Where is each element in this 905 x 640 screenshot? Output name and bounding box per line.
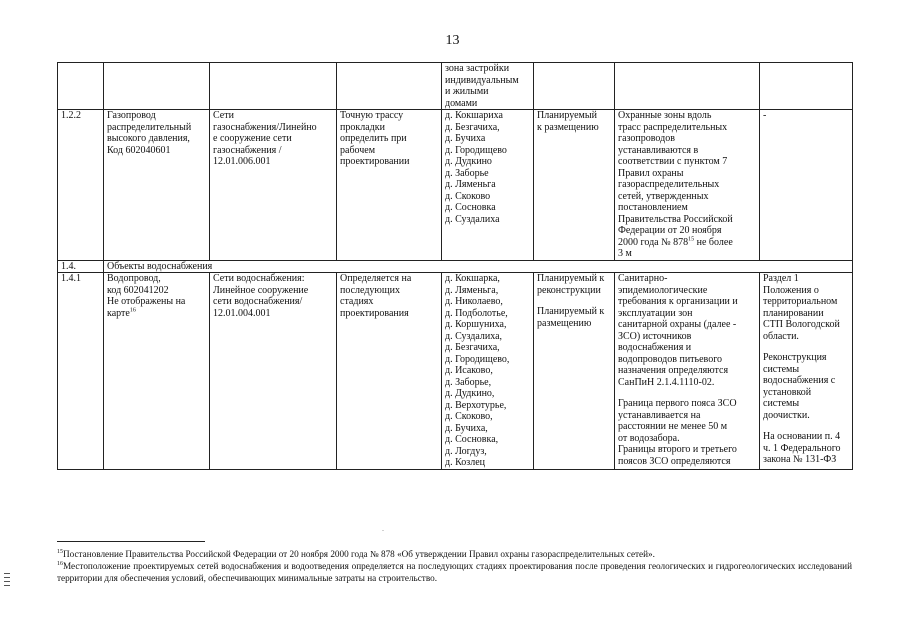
text-line: сетей, утвержденных bbox=[618, 190, 709, 202]
text-line: территориальном bbox=[763, 296, 838, 307]
text-line: Охранные зоны вдоль bbox=[618, 110, 712, 121]
footnote-ref-15: 15 bbox=[688, 236, 695, 243]
text-line: СанПиН 2.1.4.1110-02. bbox=[618, 376, 715, 388]
text-line: д. Сосновка, bbox=[445, 434, 499, 445]
text-line: индивидуальным bbox=[445, 74, 519, 86]
text-line: д. Скоково bbox=[445, 190, 491, 202]
text-line: расстоянии не менее 50 м bbox=[618, 421, 728, 432]
text-line: На основании п. 4 bbox=[763, 431, 841, 442]
text-line: от водозабора. bbox=[618, 432, 680, 444]
section-number: 1.4. bbox=[58, 260, 104, 273]
text-line: поясов ЗСО определяются bbox=[618, 455, 731, 467]
text-line: установкой bbox=[763, 386, 812, 398]
text-line: соответствии с пунктом 7 bbox=[618, 156, 728, 167]
row-number: 1.2.2 bbox=[58, 110, 104, 261]
text-line: д. Скоково, bbox=[445, 411, 493, 422]
zones-cell bbox=[615, 273, 760, 470]
footnote-separator bbox=[57, 541, 205, 542]
footnote-15: $^{15}$Постановление Правительства Российской Федерации от 20 ноября 2000 года № 878 «Об утверждении Правил охраны газораспределительных сетей». bbox=[57, 548, 655, 559]
text-line: последующих bbox=[340, 284, 400, 296]
text-line: Санитарно- bbox=[618, 273, 668, 284]
text-line: д. Ляменьга bbox=[445, 179, 496, 190]
text-line: д. Суздалиха bbox=[445, 213, 500, 225]
text-line: СТП Вологодской bbox=[763, 319, 840, 330]
planning-table bbox=[57, 62, 853, 470]
text-line: водоснабжения и bbox=[618, 342, 692, 353]
footnote-16: $^{16}$Местоположение проектируемых сетей водоснабжения и водоотведения определяется на последующих стадиях проектирования после проведения геологических и гидрогеологических исследований территории для обеспечения условий, обеспечивающих минимальные затраты на строительство. bbox=[57, 560, 852, 583]
location-cell bbox=[337, 273, 442, 470]
object-name-cell: Водопровод, код 602041202 Не отображены на карте$^{16}$ bbox=[104, 273, 210, 470]
text-line: Планируемый bbox=[537, 110, 597, 121]
settlements-cell bbox=[442, 273, 534, 470]
text-line: д. Коршуниха, bbox=[445, 319, 507, 330]
page-number: 13 bbox=[445, 33, 460, 48]
notes-cell: - bbox=[760, 110, 853, 261]
text-line: д. Исаково, bbox=[445, 365, 493, 376]
text-line: системы bbox=[763, 398, 800, 409]
text-line: Код 602040601 bbox=[107, 144, 171, 156]
notes-cell bbox=[760, 273, 853, 470]
text-line: Граница первого пояса ЗСО bbox=[618, 398, 737, 409]
text-line: Линейное сооружение bbox=[213, 284, 309, 296]
text-line: Точную трассу bbox=[340, 110, 404, 121]
text-line: ч. 1 Федерального bbox=[763, 442, 841, 454]
text-line: доочистки. bbox=[763, 409, 810, 421]
section-header-row bbox=[58, 260, 853, 273]
text-line: проектировании bbox=[340, 156, 410, 167]
scan-edge-mark bbox=[4, 573, 10, 593]
text-line: д. Бучиха, bbox=[445, 422, 488, 434]
text-line: д. Верхотурье, bbox=[445, 399, 507, 411]
zones-last-line: 2000 года № $878^{15}$ не более bbox=[618, 236, 733, 248]
settlements-cell bbox=[442, 63, 534, 110]
footnotes bbox=[57, 548, 852, 584]
text-line: Федерации от 20 ноября bbox=[618, 225, 722, 236]
text-line: санитарной охраны (далее - bbox=[618, 319, 737, 330]
text-line: газоснабжения/Линейно bbox=[213, 121, 317, 133]
text-line: системы bbox=[763, 363, 800, 375]
text-line: д. Козлец bbox=[445, 457, 485, 468]
zones-cell bbox=[615, 110, 760, 261]
text-line: д. Бучиха bbox=[445, 133, 486, 144]
text-line: требования к организации и bbox=[618, 296, 738, 307]
text-line: эксплуатации зон bbox=[618, 307, 693, 319]
table-row-water-pipeline bbox=[58, 273, 853, 470]
text-line: Не отображены на bbox=[107, 296, 186, 307]
zones-end-line: 3 м bbox=[618, 248, 632, 259]
text-line: Границы второго и третьего bbox=[618, 444, 737, 455]
footnote-ref-16: 16 bbox=[129, 307, 136, 314]
text-line: Реконструкция bbox=[763, 352, 827, 363]
zones-text bbox=[618, 110, 756, 237]
location-cell bbox=[337, 110, 442, 261]
text-line: распределительный bbox=[107, 121, 192, 133]
scan-dot: . bbox=[382, 524, 384, 533]
text-line: д. Заборье, bbox=[445, 376, 492, 388]
text-line: д. Безгачиха, bbox=[445, 342, 500, 353]
text-line: Водопровод, bbox=[107, 273, 161, 284]
table-row-gas-pipeline bbox=[58, 110, 853, 261]
text-line: е сооружение сети bbox=[213, 133, 292, 144]
text-line: газоснабжения / bbox=[213, 144, 282, 156]
text-line: д. Суздалиха, bbox=[445, 330, 503, 342]
text-line: д. Логдуз, bbox=[445, 445, 487, 457]
text-line: стадиях bbox=[340, 296, 374, 307]
text-line: Определяется на bbox=[340, 273, 412, 284]
text-line: 12.01.004.001 bbox=[213, 307, 271, 319]
text-line: Правительства Российской bbox=[618, 213, 733, 225]
text-line: постановлением bbox=[618, 202, 688, 213]
text-line: ЗСО) источников bbox=[618, 330, 692, 342]
text-line: определить при bbox=[340, 133, 407, 144]
text-line: планировании bbox=[763, 307, 824, 319]
object-type-cell bbox=[210, 110, 337, 261]
text-line: устанавливается на bbox=[618, 409, 701, 421]
text-line: д. Кокшарка, bbox=[445, 273, 500, 284]
status-cell bbox=[534, 110, 615, 261]
text-line: 12.01.006.001 bbox=[213, 156, 271, 167]
text-line: области. bbox=[763, 330, 799, 342]
text-line: домами bbox=[445, 97, 478, 109]
object-type-cell bbox=[210, 273, 337, 470]
text-line: водоснабжения с bbox=[763, 375, 836, 386]
text-line: Сети bbox=[213, 110, 234, 121]
text-line: зона застройки bbox=[445, 63, 510, 74]
text-line: высокого давления, bbox=[107, 133, 190, 144]
text-line: и жилыми bbox=[445, 86, 489, 97]
text-line: эпидемиологические bbox=[618, 284, 708, 296]
text-line: д. Николаево, bbox=[445, 296, 503, 307]
text-line: водопроводов питьевого bbox=[618, 353, 723, 365]
text-line: проектирования bbox=[340, 307, 409, 319]
text-line: д. Сосновка bbox=[445, 202, 496, 213]
text-line: к размещению bbox=[537, 121, 599, 133]
text-line: трасс распределительных bbox=[618, 121, 728, 133]
text-line: закона № 131-ФЗ bbox=[763, 454, 837, 465]
status-cell bbox=[534, 273, 615, 470]
text-line: размещению bbox=[537, 317, 592, 329]
text-line: д. Ляменьга, bbox=[445, 284, 499, 296]
text-line: д. Безгачиха, bbox=[445, 121, 500, 133]
section-title: Объекты водоснабжения bbox=[104, 260, 853, 273]
text-line: Сети водоснабжения: bbox=[213, 273, 305, 284]
text-line: сети водоснабжения/ bbox=[213, 296, 303, 307]
text-line: Положения о bbox=[763, 284, 819, 296]
text-line: рабочем bbox=[340, 144, 376, 156]
text-line: устанавливаются в bbox=[618, 144, 699, 156]
text-line: газопроводов bbox=[618, 133, 675, 144]
text-line: Планируемый к bbox=[537, 273, 605, 284]
table-row-continuation bbox=[58, 63, 853, 110]
text-line: назначения определяются bbox=[618, 365, 729, 376]
text-line: реконструкции bbox=[537, 284, 601, 296]
text-line: д. Городищево bbox=[445, 144, 507, 156]
object-name-cell bbox=[104, 110, 210, 261]
text-line: д. Дудкино bbox=[445, 156, 492, 167]
settlements-cell bbox=[442, 110, 534, 261]
text-line: д. Городищево, bbox=[445, 353, 510, 365]
text-line: д. Заборье bbox=[445, 167, 489, 179]
text-line: д. Подболотье, bbox=[445, 307, 508, 319]
text-line: д. Кокшариха bbox=[445, 110, 503, 121]
text-line: прокладки bbox=[340, 121, 385, 133]
text-line: Газопровод bbox=[107, 110, 156, 121]
row-number: 1.4.1 bbox=[58, 273, 104, 470]
text-line: газораспределительных bbox=[618, 179, 720, 190]
text-line: код 602041202 bbox=[107, 284, 169, 296]
text-line: д. Дудкино, bbox=[445, 388, 495, 399]
text-line: Раздел 1 bbox=[763, 273, 799, 284]
text-line: Планируемый к bbox=[537, 306, 605, 317]
text-line: Правил охраны bbox=[618, 167, 684, 179]
